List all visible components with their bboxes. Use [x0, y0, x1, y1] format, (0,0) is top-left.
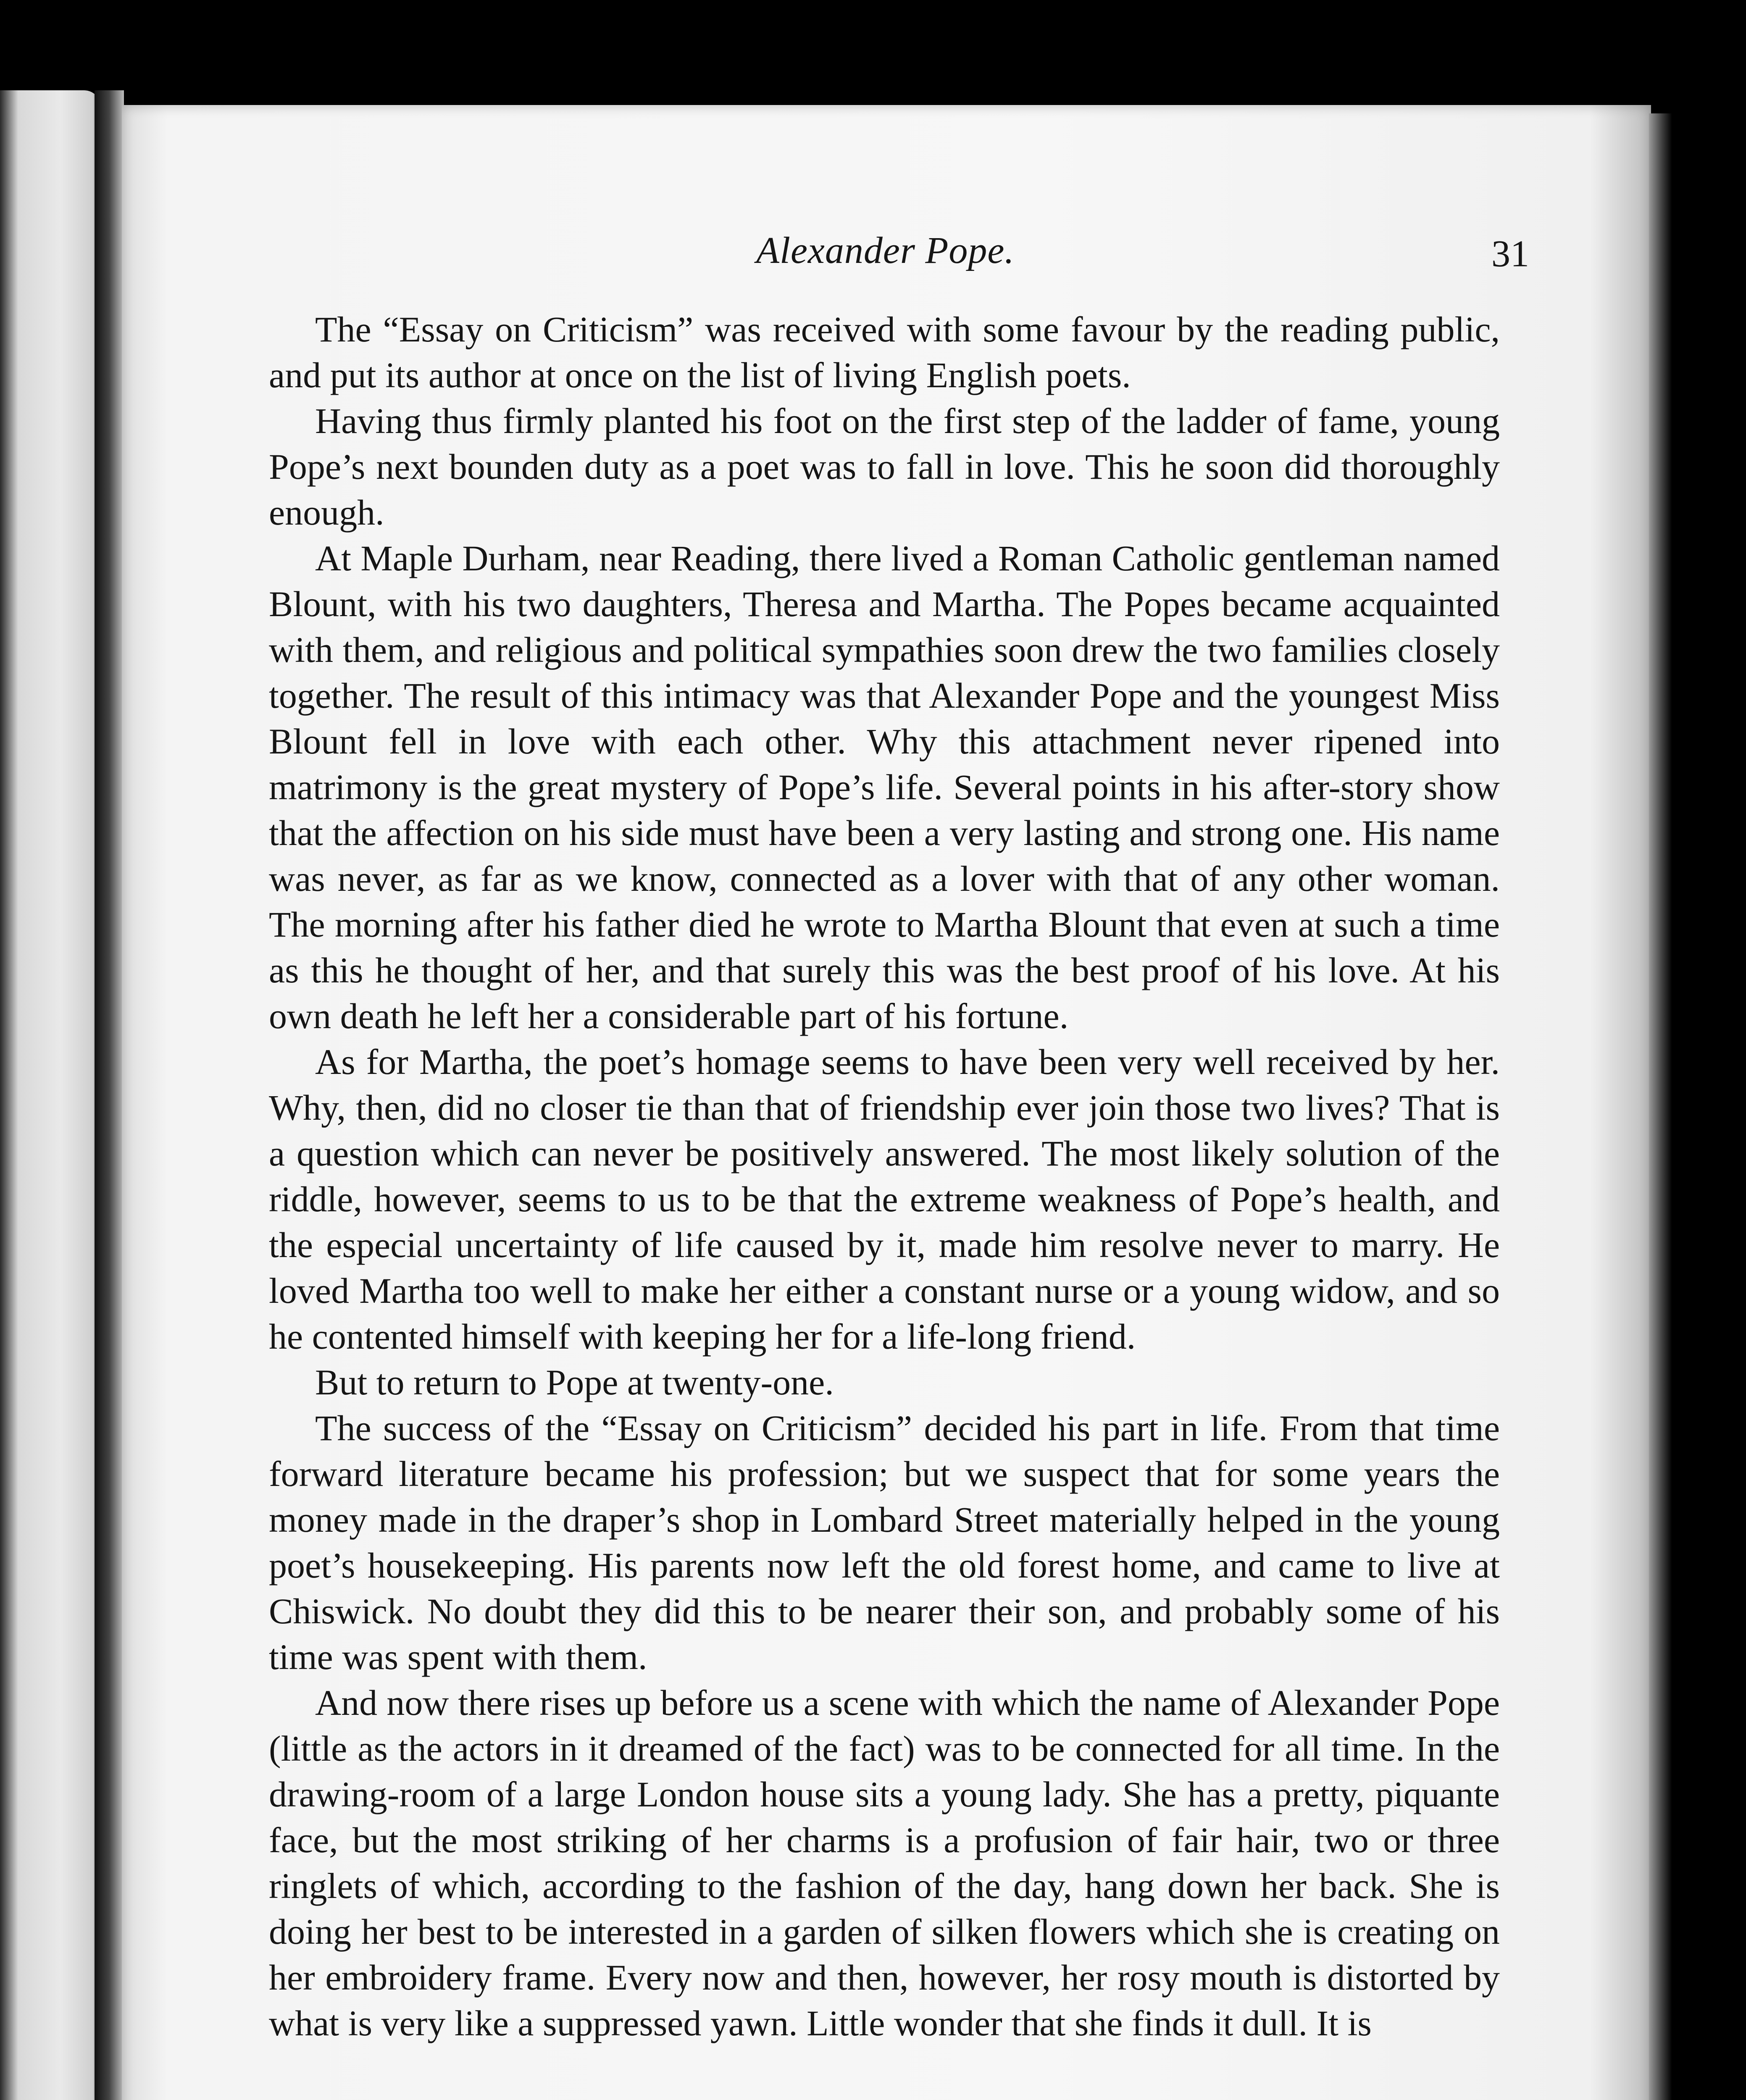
paragraph: As for Martha, the poet’s homage seems to have been very well received by her. Why, then, did no closer tie than that of friendship ever join those two lives? That is a question which can never be positively answered. The most likely solution of the riddle, however, seems to us to be that the extreme weakness of Pope’s health, and the especial uncertainty of life caused by it, made him resolve never to marry. He loved Martha too well to make her either a constant nurse or a young widow, and so he contented himself with keeping her for a life-long friend. [269, 1042, 1500, 1357]
paragraph: At Maple Durham, near Reading, there lived a Roman Catholic gentleman named Blount, with his two daughters, Theresa and Martha. The Popes became acquainted with them, and religious and political sympathies soon drew the two families closely together. The result of this intimacy was that Alexander Pope and the youngest Miss Blount fell in love with each other. Why this attachment never ripened into matrimony is the great mystery of Pope’s life. Several points in his after-story show that the affection on his side must have been a very lasting and strong one. His name was never, as far as we know, connected as a lover with that of any other woman. The morning after his father died he wrote to Martha Blount that even at such a time as this he thought of her, and that surely this was the best proof of his love. At his own death he left her a considerable part of his fortune. [269, 538, 1500, 1036]
page-number: 31 [1491, 233, 1529, 275]
paragraph: Having thus firmly planted his foot on the first step of the ladder of fame, young Pope’s next bounden duty as a poet was to fall in love. This he soon did thoroughly enough. [269, 401, 1500, 533]
paragraph: The success of the “Essay on Criticism” decided his part in life. From that time forward literature became his profession; but we suspect that for some years the money made in the draper’s shop in Lombard Street materially helped in the young poet’s housekeeping. His parents now left the old forest home, and came to live at Chiswick. No doubt they did this to be nearer their son, and probably some of his time was spent with them. [269, 1408, 1500, 1677]
paragraph: The “Essay on Criticism” was received with some favour by the reading public, and put its author at once on the list of living English poets. [269, 309, 1500, 395]
book-gutter [95, 90, 124, 2100]
body-text [269, 307, 1500, 2046]
left-page-edge [0, 90, 101, 2100]
paragraph: And now there rises up before us a scene with which the name of Alexander Pope (little as the actors in it dreamed of the fact) was to be connected for all time. In the drawing-room of a large London house sits a young lady. She has a pretty, piquante face, but the most striking of her charms is a profusion of fair hair, two or three ringlets of which, according to the fashion of the day, hang down her back. She is doing her best to be interested in a garden of silken flowers which she is creating on her embroidery frame. Every now and then, however, her rosy mouth is distorted by what is very like a suppressed yawn. Little wonder that she finds it dull. It is [269, 1683, 1500, 2043]
paragraph: But to return to Pope at twenty-one. [315, 1362, 834, 1402]
running-title: Alexander Pope. [756, 230, 1015, 271]
page-header [756, 229, 1529, 284]
right-page-edge [1649, 113, 1672, 2100]
